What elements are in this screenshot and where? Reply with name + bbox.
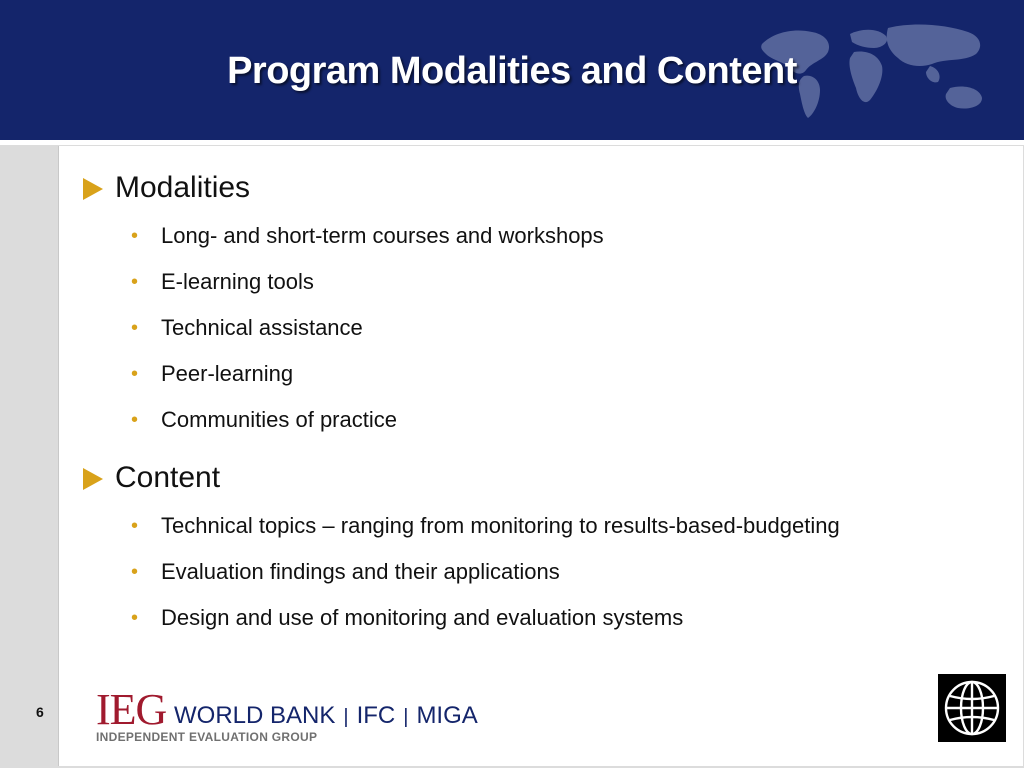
list-item-text: Design and use of monitoring and evaluation systems <box>161 605 684 630</box>
list-item <box>83 397 604 443</box>
section-heading-text: Modalities <box>115 171 251 204</box>
slide-title: Program Modalities and Content <box>227 50 797 92</box>
section-heading <box>83 458 840 498</box>
triangle-right-icon <box>83 178 103 200</box>
section-heading <box>83 168 604 208</box>
list-item <box>83 259 604 305</box>
world-bank-globe-icon <box>938 674 1006 742</box>
list-item <box>83 305 604 351</box>
bullet-dot-icon: • <box>131 515 139 537</box>
section-content <box>83 458 840 641</box>
ieg-full-name: INDEPENDENT EVALUATION GROUP <box>96 730 318 744</box>
section-heading-text: Content <box>115 461 221 494</box>
list-item-text: Communities of practice <box>161 407 397 432</box>
bullet-dot-icon: • <box>131 561 139 583</box>
section-modalities <box>83 168 604 443</box>
triangle-right-icon <box>83 468 103 490</box>
ieg-logo <box>96 685 496 748</box>
ieg-wordmark: IEG <box>96 685 167 734</box>
list-item <box>83 213 604 259</box>
bullet-dot-icon: • <box>131 317 139 339</box>
partner-ifc: IFC <box>356 702 396 729</box>
partner-separator: | <box>343 706 349 728</box>
list-item <box>83 595 840 641</box>
list-item-text: Long- and short-term courses and workshops <box>161 223 604 248</box>
list-item-text: E-learning tools <box>161 269 314 294</box>
partner-world-bank: WORLD BANK <box>174 702 336 729</box>
header-divider <box>0 140 1024 145</box>
bullet-list <box>83 503 840 641</box>
partner-separator: | <box>403 706 409 728</box>
content-panel <box>58 146 1023 766</box>
partner-names <box>174 702 478 731</box>
list-item <box>83 549 840 595</box>
list-item <box>83 351 604 397</box>
list-item <box>83 503 840 549</box>
page-number: 6 <box>36 704 44 720</box>
list-item-text: Evaluation findings and their applications <box>161 559 560 584</box>
list-item-text: Technical assistance <box>161 315 363 340</box>
bullet-dot-icon: • <box>131 409 139 431</box>
bullet-dot-icon: • <box>131 607 139 629</box>
bullet-dot-icon: • <box>131 225 139 247</box>
bullet-dot-icon: • <box>131 271 139 293</box>
bullet-dot-icon: • <box>131 363 139 385</box>
list-item-text: Technical topics – ranging from monitoring to results-based-budgeting <box>161 513 840 538</box>
slide-header <box>0 0 1024 140</box>
bullet-list <box>83 213 604 443</box>
list-item-text: Peer-learning <box>161 361 294 386</box>
partner-miga: MIGA <box>416 702 478 729</box>
